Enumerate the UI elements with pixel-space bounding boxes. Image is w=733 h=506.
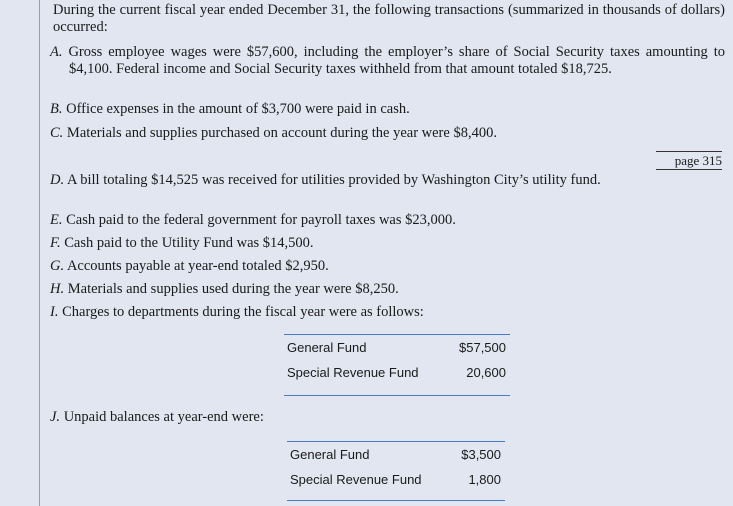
item-f-label: F. — [50, 235, 61, 251]
item-h-text: Materials and supplies used during the year were $8,250. — [67, 281, 399, 297]
item-j-label: J. — [50, 409, 61, 425]
item-c-text: Materials and supplies purchased on account during the year were $8,400. — [66, 125, 497, 141]
table-row — [287, 467, 505, 492]
fund-amount: 20,600 — [466, 365, 506, 380]
item-e — [50, 212, 456, 229]
table-row — [284, 360, 510, 385]
intro-paragraph: During the current fiscal year ended December 31, the following transactions (summarized in thousands of dollars) occurred: — [53, 2, 725, 35]
item-a-label: A. — [50, 44, 63, 60]
item-c — [50, 125, 497, 142]
item-i-text: Charges to departments during the fiscal year were as follows: — [62, 304, 424, 320]
item-d-label: D. — [50, 172, 65, 188]
item-g — [50, 258, 329, 275]
fund-name: General Fund — [287, 340, 367, 355]
fund-amount: $57,500 — [459, 340, 506, 355]
item-g-label: G. — [50, 258, 65, 274]
item-b — [50, 101, 410, 118]
page-reference: page 315 — [656, 151, 722, 170]
item-d — [50, 172, 650, 189]
fund-amount: $3,500 — [461, 447, 501, 462]
item-h-label: H. — [50, 281, 65, 297]
item-a-text: Gross employee wages were $57,600, including the employer’s share of Social Security taxes amounting to $4,100. Federal income and Social Security taxes withheld from that amount totaled $18,725. — [68, 44, 726, 77]
fund-name: Special Revenue Fund — [287, 365, 419, 380]
item-c-label: C. — [50, 125, 64, 141]
item-i-label: I. — [50, 304, 59, 320]
item-d-text: A bill totaling $14,525 was received for utilities provided by Washington City’s utility fund. — [66, 172, 601, 188]
item-j-text: Unpaid balances at year-end were: — [63, 409, 264, 425]
item-b-text: Office expenses in the amount of $3,700 were paid in cash. — [66, 101, 410, 117]
item-h — [50, 281, 399, 298]
item-g-text: Accounts payable at year-end totaled $2,950. — [66, 258, 329, 274]
item-e-label: E. — [50, 212, 63, 228]
item-b-label: B. — [50, 101, 63, 117]
table-row — [287, 442, 505, 467]
table-row — [284, 335, 510, 360]
left-margin-rule — [39, 0, 40, 506]
item-f — [50, 235, 314, 252]
item-f-text: Cash paid to the Utility Fund was $14,500. — [64, 235, 314, 251]
charges-table — [284, 334, 510, 396]
fund-name: General Fund — [290, 447, 370, 462]
fund-amount: 1,800 — [468, 472, 501, 487]
item-a — [50, 44, 725, 78]
fund-name: Special Revenue Fund — [290, 472, 422, 487]
item-i — [50, 304, 424, 321]
item-j — [50, 409, 264, 426]
item-e-text: Cash paid to the federal government for payroll taxes was $23,000. — [66, 212, 456, 228]
unpaid-table — [287, 441, 505, 501]
